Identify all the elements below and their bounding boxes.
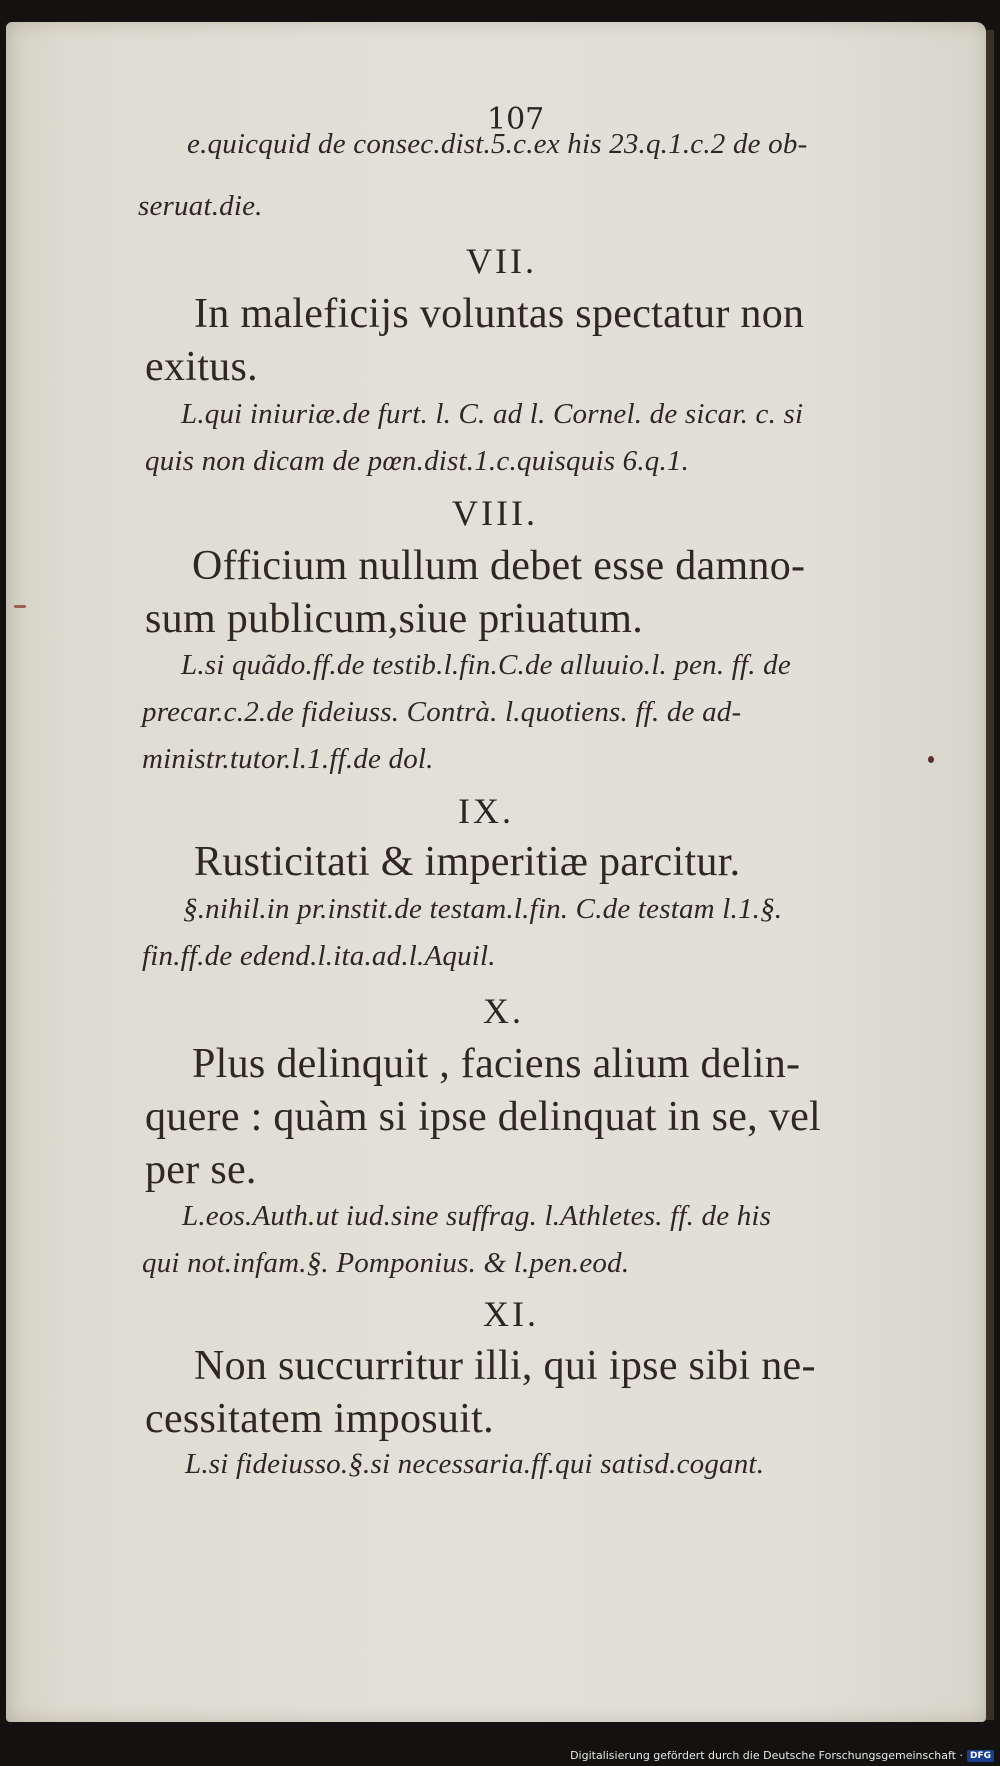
credit-text: Digitalisierung gefördert durch die Deutsche Forschungsgemeinschaft · (570, 1749, 963, 1762)
page-edge (986, 30, 994, 1720)
maxim-line: per se. (145, 1147, 257, 1193)
citation-line: qui not.infam.§. Pomponius. & l.pen.eod. (142, 1247, 630, 1279)
section-numeral: VIII. (452, 493, 538, 533)
citation-line: L.eos.Auth.ut iud.sine suffrag. l.Athletes. ff. de his (182, 1200, 772, 1232)
citation-line: fin.ff.de edend.l.ita.ad.l.Aquil. (142, 940, 496, 972)
section-numeral: XI. (483, 1294, 539, 1334)
maxim-line: In maleficijs voluntas spectatur non (194, 291, 805, 337)
citation-line: L.si fideiusso.§.si necessaria.ff.qui satisd.cogant. (185, 1448, 765, 1480)
citation-line: quis non dicam de pœn.dist.1.c.quisquis 6.q.1. (145, 445, 690, 477)
citation-line: L.si quãdo.ff.de testib.l.fin.C.de alluuio.l. pen. ff. de (181, 649, 791, 681)
page-number: 107 (487, 102, 545, 137)
citation-line: ministr.tutor.l.1.ff.de dol. (142, 743, 434, 775)
section-numeral: VII. (466, 241, 537, 281)
ink-speck (928, 756, 934, 763)
section-numeral: IX. (458, 791, 514, 831)
ink-speck (14, 605, 26, 608)
maxim-line: Rusticitati & imperitiæ parcitur. (194, 839, 741, 885)
maxim-line: Officium nullum debet esse damno- (192, 543, 806, 589)
maxim-line: sum publicum,siue priuatum. (145, 596, 644, 642)
dfg-logo: DFG (967, 1750, 994, 1762)
digitization-credit (570, 1749, 994, 1762)
citation-line: §.nihil.in pr.instit.de testam.l.fin. C.de testam l.1.§. (183, 893, 783, 925)
citation-line: precar.c.2.de fideiuss. Contrà. l.quotiens. ff. de ad- (142, 696, 742, 728)
section-numeral: X. (483, 991, 524, 1031)
maxim-line: exitus. (145, 344, 258, 390)
maxim-line: cessitatem imposuit. (145, 1396, 494, 1442)
citation-line: seruat.die. (138, 190, 263, 222)
maxim-line: Plus delinquit , faciens alium delin- (192, 1041, 801, 1087)
citation-line: e.quicquid de consec.dist.5.c.ex his 23.q.1.c.2 de ob- (187, 128, 808, 160)
maxim-line: quere : quàm si ipse delinquat in se, vel (145, 1094, 821, 1140)
maxim-line: Non succurritur illi, qui ipse sibi ne- (194, 1343, 816, 1389)
citation-line: L.qui iniuriæ.de furt. l. C. ad l. Cornel. de sicar. c. si (181, 398, 804, 430)
